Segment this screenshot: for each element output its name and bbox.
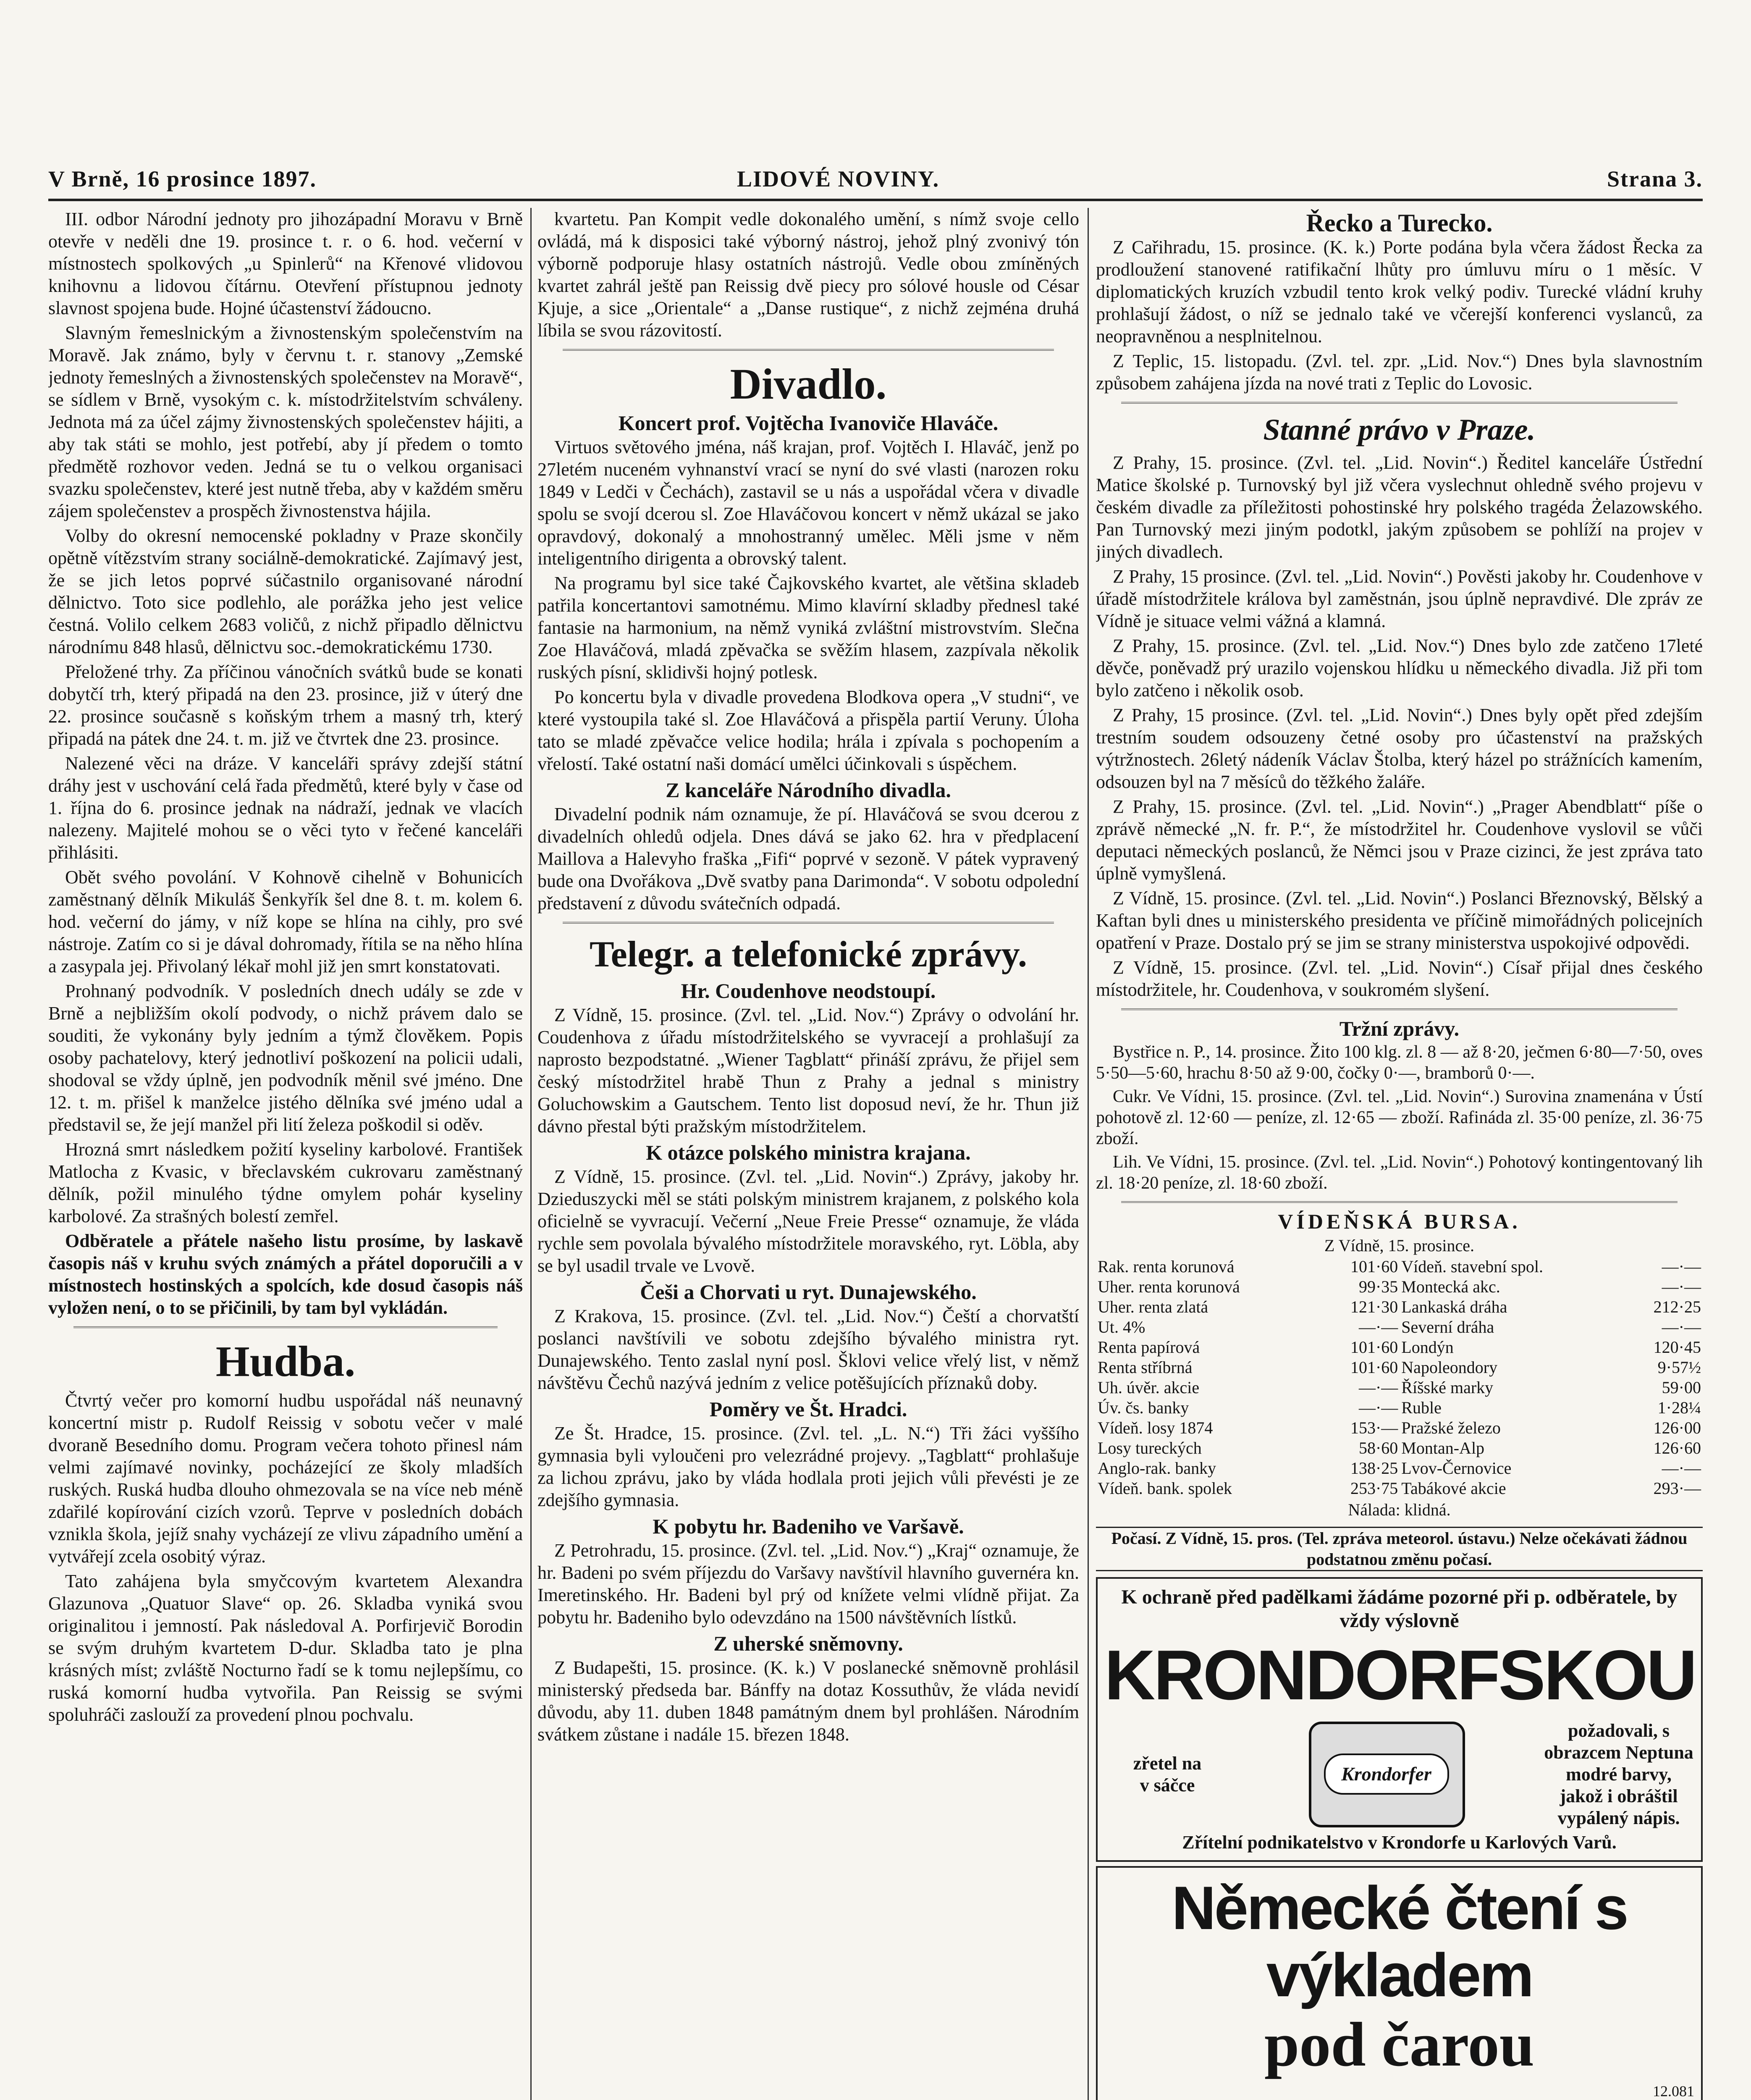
news-praha-1: Z Prahy, 15. prosince. (Zvl. tel. „Lid. Novin“.) Ředitel kanceláře Ústřední Matice školské p. Turnovský byl již včera vyslechnut ohledně svého projevu v českém divadle za příležitosti pohostinské hry polského tragéda Żelazowského. Pan Turnovský mezi jiným podotkl, jakým způsobem se pohlíží na projev v jiných divadlech.	[1096, 452, 1703, 562]
bursa-row	[1096, 1418, 1703, 1438]
subheading-trzni: Tržní zprávy.	[1339, 1017, 1460, 1040]
ad-book-title: Německé čtení s výkladem	[1172, 1874, 1627, 2009]
bursa-value: 253·75	[1350, 1479, 1398, 1498]
bursa-table	[1096, 1257, 1703, 1499]
telegram-cesi-chorvati: Z Krakova, 15. prosince. (Zvl. tel. „Lid. Nov.“) Čeští a chorvatští poslanci navštívili ve sobotu zdejšího bývalého ministra ryt. Dunajewského. Tento zaslal nyní posl. Šklovi velice vřelý list, v němž návštěvu Čechů nazývá jedním z velice potěšujících příznaků doby.	[537, 1306, 1079, 1393]
news-teplice: Z Teplic, 15. listopadu. (Zvl. tel. zpr. „Lid. Nov.“) Dnes byla slavnostním způsobem zahájena jízda na nové trati z Teplic do Lovosic.	[1096, 351, 1703, 394]
subheading-badeni: K pobytu hr. Badeniho ve Varšavě.	[653, 1515, 964, 1538]
telegram-badeni: Z Petrohradu, 15. prosince. (Zvl. tel. „Lid. Nov.“) „Kraj“ oznamuje, že hr. Badeni po svém příjezdu do Varšavy navštívil hlavního guvernéra kn. Imeretinského. Hr. Badeni byl prý od knížete velmi vlídně přijat. Za pobytu hr. Badeniho bylo odevzdáno na 1500 návštěvních lístků.	[537, 1540, 1079, 1628]
telegram-ministr: Z Vídně, 15. prosince. (Zvl. tel. „Lid. Novin“.) Zprávy, jakoby hr. Dzieduszycki měl se státi polským ministrem krajanem, z polského kola oficielně se vyvracují. Večerní „Neue Freie Presse“ oznamuje, že vláda rychle sem povolala bývalého místodržitele moravského, ryt. Löbla, aby se byl usadil trvale ve Lvově.	[537, 1166, 1079, 1276]
article-podvodnik: Prohnaný podvodník. V posledních dnech udály se zde v Brně a nejbližším okolí podvody, o nichž právem dalo se souditi, že vykonány byly jedním a týmž člověkem. Popis osoby pachatelovy, který jednotliví poškození na policii udali, shodoval se vždy úplně, jen podvodník měnil své jméno. Dne 12. t. m. přišel k manželce jistého dělníka své jméno udal a představil se, že její manžel při lití železa poškodil si oděv.	[48, 981, 523, 1135]
bursa-value: 59·00	[1662, 1378, 1701, 1397]
bursa-row	[1096, 1257, 1703, 1277]
bursa-item: Severní dráha	[1401, 1318, 1494, 1336]
article-koncert-1: Virtuos světového jména, náš krajan, prof. Vojtěch I. Hlaváč, jenž po 27letém nuceném vyhnanství vrací se nyní do své vlasti (narozen roku 1849 v Ledči v Čechách), zastavil se u nás a uspořádal včera v divadle spolu se svojí dcerou sl. Zoe Hlaváčovou koncert v němž ukázal se jako opravdový, dokonalý a mnohostranný umělec. Měli jsme v něm inteligentního dirigenta a obrovský talent.	[537, 437, 1079, 569]
bursa-value: —·—	[1662, 1459, 1701, 1478]
bursa-item: Vídeň. stavební spol.	[1401, 1257, 1544, 1276]
subheading-coudenhove: Hr. Coudenhove neodstoupí.	[681, 979, 936, 1003]
bursa-value: 212·25	[1653, 1297, 1701, 1316]
bursa-item: Tabákové akcie	[1401, 1479, 1506, 1498]
bursa-item: Uher. renta zlatá	[1098, 1297, 1208, 1316]
article-volby: Volby do okresní nemocenské pokladny v Praze skončily opětně vítězstvím strany sociálně-demokratické. Zajímavý jest, že se jich letos poprvé súčastnilo organisované národní dělnictvo. Toto sice podlehlo, ale porážka jeho jest velice čestná. Volilo celkem 2683 voličů, z nichž připadlo dělnictvu národnímu 848 hlasů, dělnictvu soc.-demokratickému 1730.	[48, 525, 523, 657]
ad-krondorf-right	[1543, 1720, 1694, 1829]
bursa-item: Londýn	[1401, 1338, 1454, 1357]
article-hudba-1: Čtvrtý večer pro komorní hudbu uspořádal náš neunavný koncertní mistr p. Rudolf Reissig v sobotu večer v malé dvoraně Besedního domu. Program večera tohoto přinesl nám velmi zajímavé novinky, pocházející ze školy mladších ruských. Ruská hudba dlouho ohmezovala se na více neb méně zdařilé kopírování cizích vzorů. Teprve v posledních dobách vznikla škola, jejíž snahy vycházejí ze vlivu západního umění a vytvářejí zcela osobitý výraz.	[48, 1390, 523, 1567]
subheading-snemovna: Z uherské sněmovny.	[713, 1632, 903, 1655]
bursa-value: 126·60	[1653, 1438, 1701, 1457]
article-trhy: Přeložené trhy. Za příčinou vánočních svátků bude se konati dobytčí trh, který připadá na den 23. prosince, již v úterý dne 22. prosince současně s koňským trhem a masný trh, který připadá na pátek dne 24. t. m. již ve čtvrtek dne 23. prosince.	[48, 662, 523, 749]
column-divider-2	[1088, 208, 1089, 2100]
bursa-value: —·—	[1662, 1318, 1701, 1336]
bursa-row	[1096, 1458, 1703, 1478]
subheading-koncert: Koncert prof. Vojtěcha Ivanoviče Hlaváče.	[618, 411, 999, 435]
ad-krondorf-top: K ochraně před padělkami žádáme pozorné při p. odběratele, by vždy výslovně	[1121, 1586, 1678, 1632]
article-narodni-jednota: III. odbor Národní jednoty pro jihozápadní Moravu v Brně otevře v neděli dne 19. prosince t. r. o 6. hod. večerní v místnostech spolkových „u Spinlerů“ na Křenové vlidovou knihovnu a lidovou čítárnu. Otevření přístupnou jednoty slavnost spojena bude. Hojné účastenství žádoucno.	[48, 209, 523, 318]
bursa-mood: Nálada: klidná.	[1348, 1500, 1451, 1519]
telegram-snemovna: Z Budapešti, 15. prosince. (K. k.) V poslanecké sněmovně prohlásil ministerský předseda bar. Bánffy na dotaz Kossuthův, že vláda nevidí důvodu, aby 11. duben 1848 památným dnem byl prohlášen. Národním svátkem zůstane i nadále 15. březen 1848.	[537, 1657, 1079, 1745]
section-title-telegr: Telegr. a telefonické zprávy.	[590, 934, 1027, 975]
bursa-item: Ut. 4%	[1098, 1318, 1145, 1336]
article-spolecenstva: Slavným řemeslnickým a živnostenským společenstvím na Moravě. Jak známo, byly v červnu t. r. stanovy „Zemské jednoty řemeslných a živnostenských společenstev na Moravě“, se sídlem v Brně, vysokým c. k. místodržitelstvím schváleny. Jednota má za účel zájmy živnostenských společenstev hájiti, a aby tak státi se mohlo, jest potřebí, aby jí předem o tomto předmětě rozhovor veden. Jedná se tu o velkou organisaci svazku společenstev, které jest nutně třeba, aby v každém směru zájem společenstev a prospěch živnostenstva hájila.	[48, 323, 523, 521]
bursa-value: 126·00	[1653, 1418, 1701, 1437]
article-hudba-2: Tato zahájena byla smyčcovým kvartetem Alexandra Glazunova „Quatuor Slave“ op. 26. Skladba vyniká svou originalitou i jemností. Pak následoval A. Porfirjevič Borodin se svým druhým kvartetem D-dur. Skladba tato je plna krásných míst; zvláště Nocturno řadí se k tomu nejlepšímu, co ruská komorní hudba vytvořila. Pan Reissig se svými spoluhráči zaslouží za provedení plnou pochvalu.	[48, 1571, 523, 1725]
bursa-item: Renta papírová	[1098, 1338, 1200, 1357]
bursa-value: —·—	[1662, 1257, 1701, 1276]
bursa-item: Uh. úvěr. akcie	[1098, 1378, 1200, 1397]
bursa-item: Rak. renta korunová	[1098, 1257, 1235, 1276]
bursa-value: 101·60	[1350, 1358, 1398, 1377]
page-number: Strana 3.	[1607, 166, 1703, 192]
market-lih: Lih. Ve Vídni, 15. prosince. (Zvl. tel. „Lid. Novin“.) Pohotový kontingentovaný lih zl. 18·20 peníze, zl. 18·60 zboží.	[1096, 1152, 1703, 1193]
header-rule	[48, 199, 1703, 201]
bursa-row	[1096, 1357, 1703, 1378]
bursa-item: Renta stříbrná	[1098, 1358, 1193, 1377]
bursa-value: 120·45	[1653, 1338, 1701, 1357]
bursa-value: 153·—	[1350, 1418, 1398, 1437]
telegram-hradec: Ze Št. Hradce, 15. prosince. (Zvl. tel. „L. N.“) Tři žáci vyššího gymnasia byli vyloučeni pro velezrádné projevy. „Tagblatt“ prohlašuje za lichou zprávu, jako by vláda hodlala proti jejich vůli převésti je ze zdejšího gymnasia.	[537, 1423, 1079, 1510]
bursa-item: Pražské železo	[1401, 1418, 1501, 1437]
bursa-item: Napoleondory	[1401, 1358, 1498, 1377]
bursa-row	[1096, 1337, 1703, 1357]
section-title-divadlo: Divadlo.	[730, 360, 887, 408]
bursa-item: Lvov-Černovice	[1401, 1459, 1512, 1478]
section-separator	[1121, 402, 1678, 404]
article-koncert-2: Na programu byl sice také Čajkovského kvartet, ale většina skladeb patřila koncertantovi samotnému. Mimo klavírní skladby přednesl také fantasie na harmonium, na němž vyniká zvláštní mistrovstvím. Slečna Zoe Hlaváčová, mladá zpěvačka se svěžím hlasem, zazpívala několik ruských písní, sklidivši hojný potlesk.	[537, 573, 1079, 682]
bursa-row	[1096, 1317, 1703, 1337]
market-cukr: Cukr. Ve Vídni, 15. prosince. (Zvl. tel. „Lid. Novin“.) Surovina znamenána v Ústí pohotově zl. 12·60 — peníze, zl. 12·65 — zboží. Rafináda zl. 35·00 peníze, zl. 36·75 zboží.	[1096, 1087, 1703, 1148]
news-praha-5: Z Prahy, 15. prosince. (Zvl. tel. „Lid. Novin“.) „Prager Abendblatt“ píše o zprávě německé „N. fr. P.“, že místodržitel hr. Coudenhove vyslovil se vůči deputaci německých poslanců, že Němci jsou v Praze cizinci, že jest zpráva tato úplně vymyšlená.	[1096, 796, 1703, 884]
ad-krondorf-left-2: v sáčce	[1140, 1775, 1195, 1796]
weather-report: Počasí. Z Vídně, 15. pros. (Tel. zpráva meteorol. ústavu.) Nelze očekávati žádnou podstatnou změnu počasí.	[1096, 1527, 1703, 1571]
ad-krondorf-right-1: požadovali, s obrazcem Neptuna modré barvy, jakož i obráštil	[1544, 1720, 1693, 1806]
column-2	[537, 208, 1079, 2100]
bottle-icon	[1309, 1722, 1465, 1827]
bursa-item: Vídeň. losy 1874	[1098, 1418, 1213, 1437]
bursa-value: 9·57½	[1657, 1358, 1701, 1377]
bursa-row	[1096, 1378, 1703, 1398]
article-koncert-3: Po koncertu byla v divadle provedena Blodkova opera „V studni“, ve které vystoupila také sl. Zoe Hlaváčová a přispěla partií Veruny. Úloha tato se mladé zpěvačce velice hodila; hrála i zpívala s pochopením a vřelostí. Také ostatní naši domácí umělci účinkovali s úspěchem.	[537, 687, 1079, 774]
ad-krondorf-left-1: zřetel na	[1133, 1753, 1202, 1774]
news-carihrad: Z Cařihradu, 15. prosince. (K. k.) Porte podána byla včera žádost Řecka za prodloužení stanovené ratifikační lhůty pro úmluvu míru o 1 měsíc. V diplomatických kruzích vzbudil tento krok velký podiv. Turecké vládní kruhy prohlašují žádost, o níž se jednalo také ve včerejší konferenci vyslanců, za neopravněnou a nesplnitelnou.	[1096, 237, 1703, 346]
bursa-value: 121·30	[1350, 1297, 1398, 1316]
bursa-value: —·—	[1358, 1398, 1398, 1417]
article-nalezene-veci: Nalezené věci na dráze. V kanceláři správy zdejší státní dráhy jest v uschování celá řada předmětů, které byly v čase od 1. října do 6. prosince jednak na nádraží, jednak ve vlacích nalezeny. Majitelé mohou se o věci tyto v řečené kanceláři přihlásiti.	[48, 753, 523, 863]
ad-krondorf-left	[1104, 1753, 1230, 1796]
bottle-label: Krondorfer	[1324, 1754, 1449, 1795]
bursa-item: Ruble	[1401, 1398, 1442, 1417]
bursa-row	[1096, 1438, 1703, 1458]
bursa-value: 99·35	[1358, 1277, 1398, 1296]
bursa-item: Říšské marky	[1401, 1378, 1494, 1397]
advertisement-krondorf	[1096, 1577, 1703, 1862]
bursa-item: Montan-Alp	[1401, 1438, 1485, 1457]
article-kancelar: Divadelní podnik nám oznamuje, že pí. Hlaváčová se svou dcerou z divadelních ohledů odjela. Dnes dává se jako 62. hra v předplacení Maillova a Halevyho fraška „Fifi“ poprvé v sezoně. V pátek vypravený bude ona Dvořákova „Dvě svatby pana Darimonda“. V sobotu odpolední představení z důvodu svátečních odpadá.	[537, 804, 1079, 914]
article-karbolova: Hrozná smrt následkem požití kyseliny karbolové. František Matlocha z Kvasic, v břeclavském cukrovaru zaměstnaný dělník, požil minulého týdne omylem pohár kyseliny karbolové. Za strašných bolestí zemřel.	[48, 1139, 523, 1226]
bursa-item: Uher. renta korunová	[1098, 1277, 1240, 1296]
news-praha-3: Z Prahy, 15. prosince. (Zvl. tel. „Lid. Nov.“) Dnes bylo zde zatčeno 17leté děvče, poněvadž prý urazilo vojenskou hlídku u německého divadla. Již při tom bylo zatčeno i několik osob.	[1096, 635, 1703, 701]
bursa-row	[1096, 1297, 1703, 1317]
header-date: V Brně, 16 prosince 1897.	[48, 166, 317, 192]
news-viden-2: Z Vídně, 15. prosince. (Zvl. tel. „Lid. Novin“.) Císař přijal dnes českého místodržitele, hr. Coudenhova, v soukromém slyšení.	[1096, 957, 1703, 1000]
ad-krondorf-brand: KRONDORFSKOU	[1104, 1635, 1696, 1714]
bursa-value: 1·28¼	[1657, 1398, 1701, 1417]
section-separator	[563, 922, 1054, 924]
bursa-value: 101·60	[1350, 1338, 1398, 1357]
bursa-item: Lankaská dráha	[1401, 1297, 1507, 1316]
column-1	[48, 208, 523, 2100]
page-header	[48, 166, 1703, 195]
bursa-item: Vídeň. bank. spolek	[1098, 1479, 1232, 1498]
subheading-cesi-chorvati: Češi a Chorvati u ryt. Dunajewského.	[640, 1280, 977, 1304]
bursa-row	[1096, 1398, 1703, 1418]
ad-book-subtitle: pod čarou	[1264, 2010, 1535, 2079]
bursa-item: Montecká akc.	[1401, 1277, 1500, 1296]
bursa-item: Anglo-rak. banky	[1098, 1459, 1216, 1478]
bursa-value: 101·60	[1350, 1257, 1398, 1276]
bursa-value: 138·25	[1350, 1459, 1398, 1478]
newspaper-page	[48, 166, 1703, 2100]
news-praha-4: Z Prahy, 15 prosince. (Zvl. tel. „Lid. Novin“.) Dnes byly opět před zdejším trestním soudem odsouzeny četné osoby pro účastenství na pražských výtržnostech. 26letý nádeník Václav Štolba, který házel po strážnících kamením, odsouzen byl na 7 měsíců do těžkého žaláře.	[1096, 705, 1703, 792]
bursa-value: —·—	[1358, 1318, 1398, 1336]
bursa-row	[1096, 1478, 1703, 1499]
bursa-item: Losy tureckých	[1098, 1438, 1202, 1457]
section-separator	[1121, 1008, 1678, 1010]
section-separator	[563, 349, 1054, 351]
section-separator	[1121, 1201, 1678, 1203]
column-3	[1096, 208, 1703, 2100]
ad-krondorf-bottom: Zřítelní podnikatelstvo v Krondorfe u Karlových Varů.	[1182, 1832, 1617, 1853]
article-hudba-cont: kvartetu. Pan Kompit vedle dokonalého umění, s nímž svoje cello ovládá, má k disposici také výborný nástroj, jehož plný zvonivý tón výborně podporuje hlasy ostatních nástrojů. Vedle obou zmíněných kvartet zahrál ještě pan Reissig dvě piecy pro sólové housle od César Kjuje, a sice „Orientale“ a „Danse rustique“, z nichž zejména druhá líbila se svou rázovitostí.	[537, 209, 1079, 341]
subheading-hradec: Poměry ve Št. Hradci.	[709, 1397, 907, 1421]
ad-book-code: 12.081	[1653, 2083, 1694, 2100]
column-divider-1	[530, 208, 532, 2100]
newspaper-title: LIDOVÉ NOVINY.	[737, 166, 940, 192]
news-praha-2: Z Prahy, 15 prosince. (Zvl. tel. „Lid. Novin“.) Pověsti jakoby hr. Coudenhove v úřadě místodržitele králova byl zaměstnán, jsou úplně nepravdivé. Dle zpráv ze Vídně je situace velmi vážná a klamná.	[1096, 566, 1703, 631]
bursa-value: 293·—	[1653, 1479, 1701, 1498]
news-viden-1: Z Vídně, 15. prosince. (Zvl. tel. „Lid. Novin“.) Poslanci Březnovský, Bělský a Kaftan byli dnes u ministerského presidenta ve příčině mimořádných policejních opatření v Praze. Dostalo prý se jim se strany ministerstva uspokojivé odpovědi.	[1096, 888, 1703, 953]
bursa-value: —·—	[1358, 1378, 1398, 1397]
bursa-item: Úv. čs. banky	[1098, 1398, 1189, 1417]
section-title-hudba: Hudba.	[215, 1337, 356, 1386]
bursa-value: 58·60	[1358, 1438, 1398, 1457]
telegram-coudenhove: Z Vídně, 15. prosince. (Zvl. tel. „Lid. Nov.“) Zprávy o odvolání hr. Coudenhova z úřadu místodržitelského se vyvracejí a prohlašují za naprosto bezpodstatné. „Wiener Tagblatt“ přináší zprávu, že přijel sem český místodržitel hrabě Thun z Prahy a jednal s ministry Goluchowskim a Gautschem. Tento list doposud neví, že hr. Thun již dávno přestal býti pražským místodržitelem.	[537, 1005, 1079, 1137]
subheading-ministr: K otázce polského ministra krajana.	[646, 1141, 971, 1164]
ad-krondorf-right-2: vypálený nápis.	[1557, 1808, 1680, 1828]
subheading-kancelar: Z kanceláře Národního divadla.	[666, 778, 951, 802]
subheading-bursa: VÍDEŇSKÁ BURSA.	[1278, 1210, 1521, 1233]
section-title-stanne-pravo: Stanné právo v Praze.	[1263, 413, 1536, 446]
bursa-row	[1096, 1277, 1703, 1297]
market-bystrice: Bystřice n. P., 14. prosince. Žito 100 klg. zl. 8 — až 8·20, ječmen 6·80—7·50, oves 5·50—5·60, hrachu 8·50 až 9·00, čočky 0·—, bramborů 0·—.	[1096, 1042, 1703, 1083]
bursa-date: Z Vídně, 15. prosince.	[1324, 1236, 1474, 1255]
advertisement-nemecke-cteni	[1096, 1866, 1703, 2100]
article-odberatele: Odběratele a přátele našeho listu prosíme, by laskavě časopis náš v kruhu svých známých a přátel doporučili a v místnostech hostinských a spolcích, kde dosud časopis náš vyložen není, o to se přičinili, by tam byl vykládán.	[48, 1231, 523, 1318]
article-obet: Obět svého povolání. V Kohnově cihelně v Bohunicích zaměstnaný dělník Mikuláš Šenkyřík šel dne 8. t. m. kolem 6. hod. večerní do jámy, v níž kope se hlína na cihly, pro své nástroje. Zatím co si je dával dohromady, řítila se na něho hlína a zasypala jej. Přivolaný lékař mohl již jen smrt konstatovati.	[48, 867, 523, 976]
bursa-value: —·—	[1662, 1277, 1701, 1296]
subheading-recko: Řecko a Turecko.	[1306, 209, 1493, 237]
section-separator	[73, 1326, 498, 1328]
